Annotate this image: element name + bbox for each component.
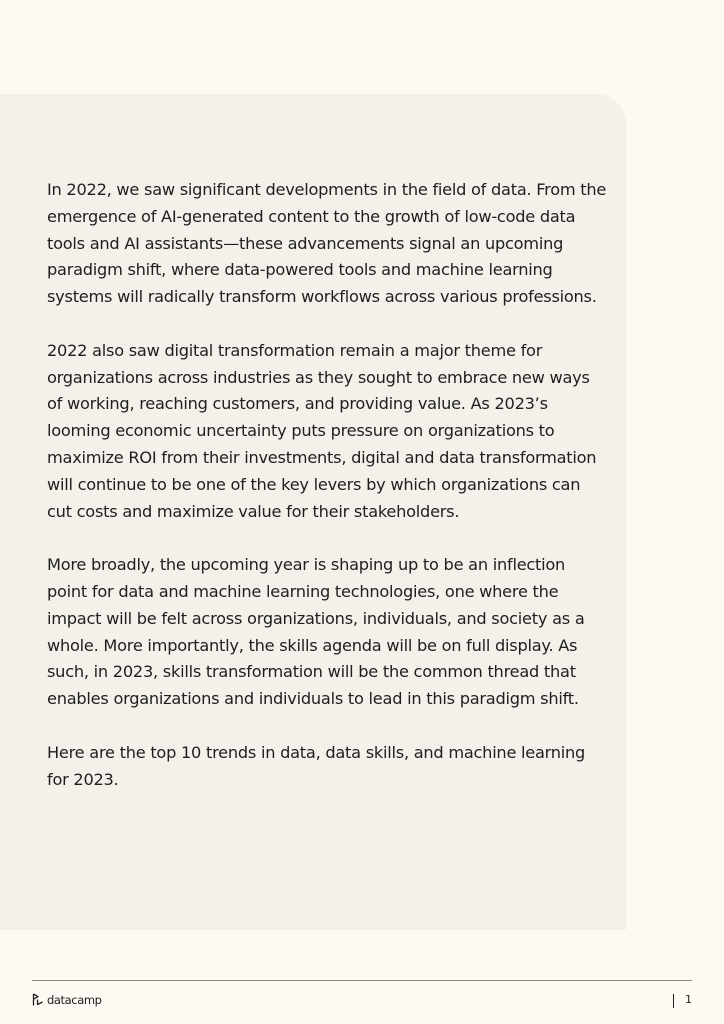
body-text: [47, 177, 607, 820]
paragraph-2: 2022 also saw digital transformation remain a major theme for organizations across industries as they sought to embrace new ways of working, reaching customers, and providing value. As 2023’s looming economic uncertainty puts pressure on organizations to maximize ROI from their investments, digital and data transformation will continue to be one of the key levers by which organizations can cut costs and maximize value for their stakeholders.: [47, 340, 597, 521]
footer-divider: [32, 980, 692, 981]
paragraph-3: More broadly, the upcoming year is shaping up to be an inflection point for data and machine learning technologies, one where the impact will be felt across organizations, individuals, and society as a whole. More importantly, the skills agenda will be on full display. As such, in 2023, skills transformation will be the common thread that enables organizations and individuals to lead in this paradigm shift.: [47, 555, 585, 709]
datacamp-logo: [32, 993, 102, 1007]
paragraph-1: In 2022, we saw significant developments in the field of data. From the emergence of AI-generated content to the growth of low-code data tools and AI assistants—these advancements signal an upcoming paradigm shift, where data-powered tools and machine learning systems will radically transform workflows across various professions.: [47, 180, 607, 307]
page-number-separator: [673, 994, 674, 1008]
datacamp-logo-icon: [32, 993, 44, 1007]
brand-name: datacamp: [47, 993, 102, 1007]
paragraph-4: Here are the top 10 trends in data, data skills, and machine learning for 2023.: [47, 742, 586, 789]
page-number: 1: [685, 993, 692, 1006]
